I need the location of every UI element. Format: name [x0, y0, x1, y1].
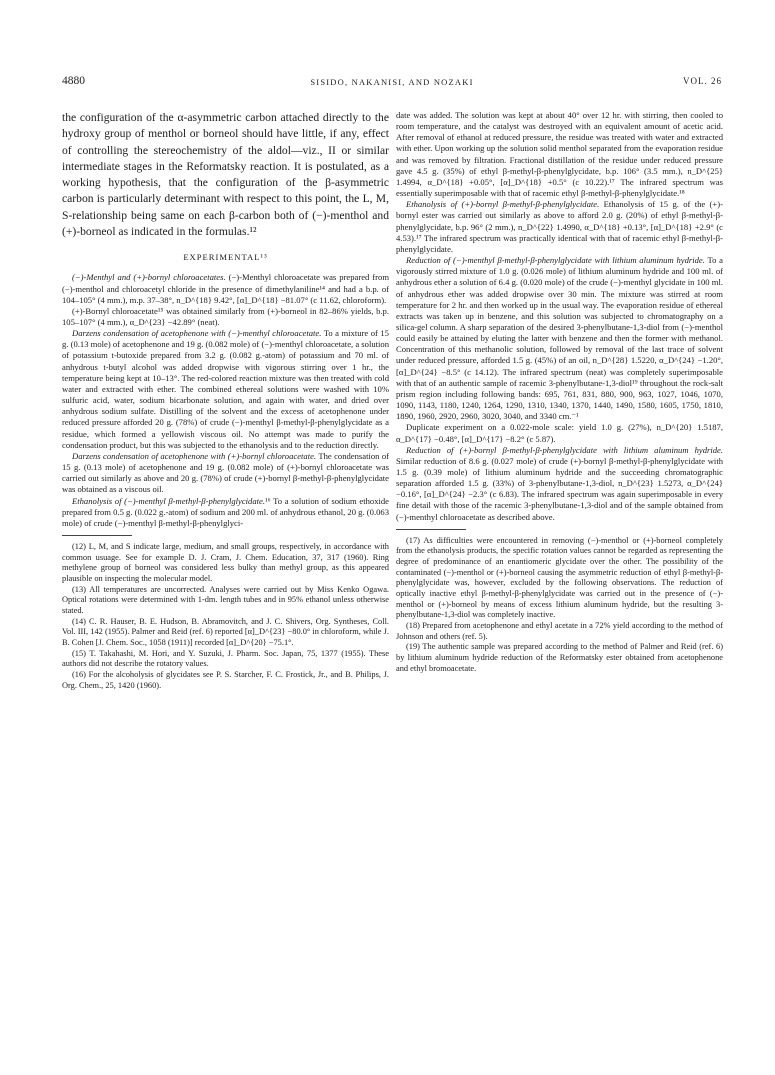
paragraph-darzens-bornyl — [62, 451, 389, 496]
paragraph-text: ¹⁶ To a solution of sodium ethoxide prepared from 0.5 g. (0.022 g.-atom) of sodium and 200 ml. of anhydrous ethanol, 20 g. (0.063 mole) of crude (−)-menthyl β-methyl-β-phenylglyci- — [62, 495, 389, 528]
page-number: 4880 — [62, 75, 85, 87]
paragraph-duplicate-experiment: Duplicate experiment on a 0.022-mole scale: yield 1.0 g. (27%), n_D^{20} 1.5187, α_D^{17} −0.48°, [α]_D^{17} −8.2° (c 5.87). — [396, 422, 723, 444]
paragraph-heading: Darzens condensation of acetophenone with (+)-bornyl chloroacetate. — [72, 450, 317, 461]
paragraph-chloroacetates — [62, 272, 389, 305]
footnote-14: (14) C. R. Hauser, B. E. Hudson, B. Abramovitch, and J. C. Shivers, Org. Syntheses, Coll. Vol. III, 142 (1955). Palmer and Reid (ref. 6) reported [α]_D^{23} −80.0° in chloroform, while J. B. Cohen [J. Chem. Soc., 1058 (1911)] recorded [α]_D^{20} −75.1°. — [62, 616, 389, 647]
footnote-15: (15) T. Takahashi, M. Hori, and Y. Suzuki, J. Pharm. Soc. Japan, 75, 1377 (1955). These authors did not describe the rotatory values. — [62, 648, 389, 669]
paragraph-text: (−)-Menthyl chloroacetate was prepared from (−)-menthol and chloroacetyl chloride in the presence of dimethylaniline¹⁴ and had a b.p. of 104–105° (4 mm.), m.p. 37–38°, n_D^{18} 9.42°, [α]_D^{18} −81.07° (c 11.62, chloroform). — [62, 272, 389, 305]
paragraph-heading: Ethanolysis of (−)-menthyl β-methyl-β-phenylglycidate. — [72, 495, 266, 506]
paragraph-darzens-menthyl — [62, 328, 389, 451]
paragraph-bornyl-chloroacetate: (+)-Bornyl chloroacetate¹⁵ was obtained similarly from (+)-borneol in 82–86% yields, b.p. 105–107° (4 mm.), α_D^{23} −42.89° (neat). — [62, 305, 389, 327]
footnote-12: (12) L, M, and S indicate large, medium, and small groups, respectively, in accordance with common usuage. See for example D. J. Cram, J. Chem. Education, 37, 317 (1960). Ring methylene group of borneol was considered less bulky than methyl group, as this appeared plausible on inspecting the molecular model. — [62, 541, 389, 583]
paragraph-heading: Reduction of (+)-bornyl β-methyl-β-phenylglycidate with lithium aluminum hydride. — [406, 444, 723, 455]
paragraph-text: The condensation of 15 g. (0.13 mole) of acetophenone and 19 g. (0.082 mole) of (+)-bornyl chloroacetate was carried out similarly as above and 20 g. (78%) of crude (+)-bornyl β-methyl-β-phenylglycidate was obtained as a viscous oil. — [62, 450, 390, 495]
footnote-divider — [62, 535, 132, 536]
paragraph-text: To a mixture of 15 g. (0.13 mole) of acetophenone and 19 g. (0.082 mole) of (−)-menthyl chloroacetate, a solution of potassium t-butoxide prepared from 3.2 g. (0.082 g.-atom) of potassium and 70 ml. of anhydrous t-butyl alcohol was added dropwise with vigorous stirring over 1 hr., the temperature being kept at 10–13°. The red-colored reaction mixture was then treated with cold water and extracted with ether. The combined ethereal solutions were washed with 10% sulfuric acid, water, sodium bicarbonate solution, and again with water, and dried over anhydrous sodium sulfate. Distilling of the solvent and the excess of acetophenone under reduced pressure afforded 20 g. (78%) of crude (−)-menthyl β-methyl-β-phenylglycidate as a residue, which formed a yellowish viscous oil. No attempt was made to purify the condensation product, but this was subjected to the ethanolysis and to the reduction directly. — [62, 328, 389, 450]
left-column — [62, 110, 389, 691]
paragraph-text: To a vigorously stirred mixture of 1.0 g. (0.026 mole) of lithium aluminum hydride and 100 ml. of anhydrous ether a solution of 6.4 g. (0.020 mole) of the crude (−)-menthyl glycidate in 100 ml. of anhydrous ether was added dropwise over 30 min. The mixture was stirred at room temperature for 2 hr. and then worked up in the usual way. The evaporation residue of ethereal extracts was taken up in benzene, and this solution was subjected to chromatography on a silica-gel column. A sharp separation of the desired 3-phenylbutane-1,3-diol from (−)-menthol could easily be attained by eluting the latter with benzene and then the former with methanol. Concentration of this methanolic solution, followed by removal of the last trace of solvent under reduced pressure, afforded 1.5 g. (45%) of an oil, n_D^{28} 1.5220, α_D^{24} −1.20°, [α]_D^{24} −8.5° (c 14.12). The infrared spectrum (neat) was completely superimposable with that of an authentic sample of racemic 3-phenylbutane-1,3-diol¹⁹ throughout the rock-salt prism region including following bands: 695, 761, 831, 880, 900, 963, 1027, 1046, 1070, 1090, 1143, 1180, 1240, 1264, 1290, 1310, 1340, 1370, 1440, 1490, 1580, 1605, 1750, 1810, 1890, 1960, 2920, 2960, 3020, 3040, and 3340 cm.⁻¹ — [396, 255, 723, 422]
paragraph-ethanolysis-bornyl — [396, 199, 723, 255]
volume-label: VOL. 26 — [683, 76, 722, 86]
footnote-18: (18) Prepared from acetophenone and ethyl acetate in a 72% yield according to the method of Johnson and others (ref. 5). — [396, 621, 723, 641]
right-column — [396, 110, 723, 674]
paragraph-heading: Darzens condensation of acetophenone with (−)-menthyl chloroacetate. — [72, 328, 322, 339]
paragraph-ethanolysis-continued: date was added. The solution was kept at about 40° over 12 hr. with stirring, then cooled to room temperature, and the catalyst was destroyed with an equivalent amount of acetic acid. After removal of ethanol at reduced pressure, the residue was treated with water and extracted with ether. Upon working up the solution solid menthol separated from the evaporation residue and was removed by filtration. Fractional distillation of the residue under reduced pressure gave 4.5 g. (35%) of ethyl β-methyl-β-phenylglycidate, b.p. 106° (3.5 mm.), n_D^{25} 1.4994, α_D^{18} +0.05°, [α]_D^{18} +0.5° (c 10.22).¹⁷ The infrared spectrum was essentially superimposable with that of racemic ethyl β-methyl-β-phenylglycidate.¹⁸ — [396, 110, 723, 199]
paragraph-reduction-bornyl — [396, 445, 723, 523]
paragraph-heading: Reduction of (−)-menthyl β-methyl-β-phenylglycidate with lithium aluminum hydride. — [406, 255, 705, 266]
footnote-13: (13) All temperatures are uncorrected. Analyses were carried out by Miss Kenko Ogawa. Optical rotations were determined with 1-dm. length tubes and in 95% ethanol unless otherwise stated. — [62, 584, 389, 615]
paragraph-ethanolysis-menthyl — [62, 496, 389, 529]
paragraph-heading: Ethanolysis of (+)-bornyl β-methyl-β-phenylglycidate. — [406, 199, 600, 210]
footnote-16: (16) For the alcoholysis of glycidates see P. S. Starcher, F. C. Frostick, Jr., and B. Philips, J. Org. Chem., 25, 1420 (1960). — [62, 669, 389, 690]
paragraph-text: Ethanolysis of 15 g. of the (+)-bornyl ester was carried out similarly as above to afford 2.0 g. (20%) of ethyl β-methyl-β-phenylglycidate, b.p. 96° (2 mm.), n_D^{22} 1.4990, α_D^{18} +0.13°, [α]_D^{18} +2.9° (c 4.53).¹⁷ The infrared spectrum was practically identical with that of racemic ethyl β-methyl-β-phenylglycidate. — [396, 199, 723, 254]
footnote-divider — [396, 529, 466, 530]
running-head: SISIDO, NAKANISI, AND NOZAKI — [310, 77, 474, 87]
footnote-19: (19) The authentic sample was prepared according to the method of Palmer and Reid (ref. 6) by lithium aluminum hydride reduction of the Reformatsky ester obtained from acetophenone and ethyl bromoacetate. — [396, 642, 723, 673]
page-header — [62, 75, 722, 91]
intro-paragraph: the configuration of the α-asymmetric carbon attached directly to the hydroxy group of menthol or borneol should have little, if any, effect of controlling the stereochemistry of the aldol—viz., II or similar intermediate stages in the Reformatsky reaction. It is postulated, as a working hypothesis, that the configuration of the β-asymmetric carbon is particularly determinant with respect to this point, the L, M, S-relationship being same on each β-carbon both of (−)-menthol and (+)-borneol as indicated in the formulas.¹² — [62, 111, 389, 239]
section-title-experimental: EXPERIMENTAL¹³ — [183, 252, 268, 263]
footnote-17: (17) As difficulties were encountered in removing (−)-menthol or (+)-borneol completely from the ethanolysis products, the specific rotation values cannot be regarded as representing the degree of predominance of an enantiomeric glycidate over the other. The possibility of the contaminated (−)-menthol or (+)-borneol causing the asymmetric reduction of ethyl β-methyl-β-phenylglycidate was, however, excluded by the following observations. The reduction of optically inactive ethyl β-methyl-β-phenylglycidate was carried out in the presence of (−)-menthol or (+)-borneol by means of excess lithium aluminum hydride, but the resulting 3-phenylbutane-1,3-diol was completely inactive. — [396, 535, 723, 620]
paragraph-text: Similar reduction of 8.6 g. (0.027 mole) of crude (+)-bornyl β-methyl-β-phenylglycidate with 1.5 g. (0.39 mole) of lithium aluminum hydride and the succeeding chromatographic separation afforded 1.5 g. (33%) of 3-phenylbutane-1,3-diol, n_D^{23} 1.5273, α_D^{24} −0.16°, [α]_D^{24} −2.3° (c 6.83). The infrared spectrum was again superimposable in every fine detail with those of the racemic 3-phenylbutane-1,3-diol and of the sample obtained from (−)-menthyl chloroacetate as described above. — [396, 455, 723, 522]
paragraph-reduction-menthyl — [396, 255, 723, 422]
paragraph-heading: (−)-Menthyl and (+)-bornyl chloroacetates. — [72, 272, 226, 283]
